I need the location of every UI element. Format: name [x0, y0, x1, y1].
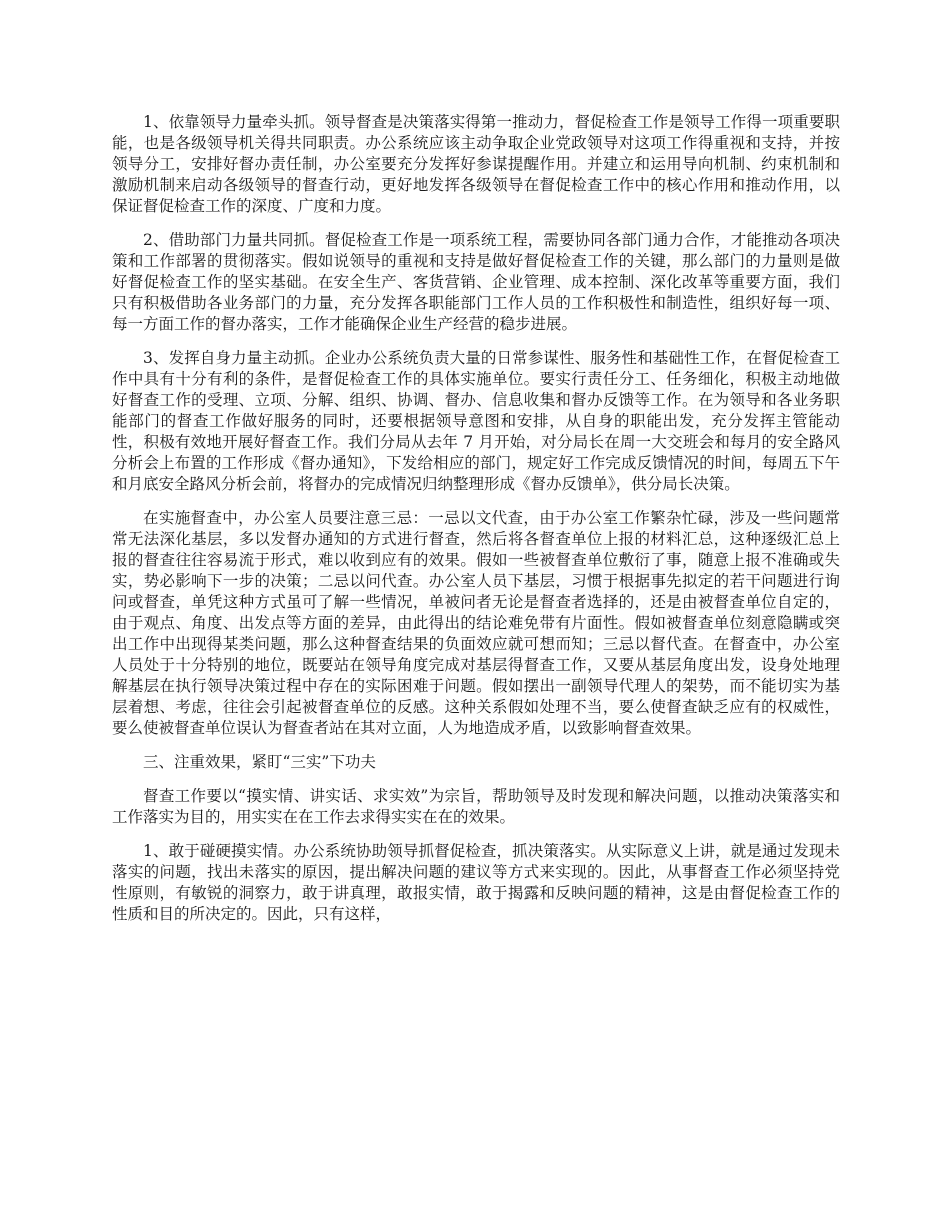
paragraph-leader-responsibility: 1、依靠领导力量牵头抓。领导督查是决策落实得第一推动力，督促检查工作是领导工作得一项重要职能，也是各级领导机关得共同职责。办公系统应该主动争取企业党政领导对这项工作得重视和支持，并按领导分工，安排好督办责任制，办公室要充分发挥好参谋提醒作用。并建立和运用导向机制、约束机制和激励机制来启动各级领导的督查行动，更好地发挥各级领导在督促检查工作中的核心作用和推动作用，以保证督促检查工作的深度、广度和力度。: [112, 113, 840, 215]
paragraph-department-cooperation: 2、借助部门力量共同抓。督促检查工作是一项系统工程，需要协同各部门通力合作，才能推动各项决策和工作部署的贯彻落实。假如说领导的重视和支持是做好督促检查工作的关键，那么部门的力量则是做好督促检查工作的坚实基础。在安全生产、客货营销、企业管理、成本控制、深化改革等重要方面，我们只有积极借助各业务部门的力量，充分发挥各职能部门工作人员的工作积极性和制造性，组织好每一项、每一方面工作的督办落实，工作才能确保企业生产经营的稳步进展。: [112, 231, 840, 333]
paragraph-self-initiative: 3、发挥自身力量主动抓。企业办公系统负责大量的日常参谋性、服务性和基础性工作，在督促检查工作中具有十分有利的条件，是督促检查工作的具体实施单位。要实行责任分工、任务细化，积极主动地做好督查工作的受理、立项、分解、组织、协调、督办、信息收集和督办反馈等工作。在为领导和各业务职能部门的督查工作做好服务的同时，还要根据领导意图和安排，从自身的职能出发，充分发挥主管能动性，积极有效地开展好督查工作。我们分局从去年 7 月开始，对分局长在周一大交班会和每月的安全路风分析会上布置的工作形成《督办通知》，下发给相应的部门，规定好工作完成反馈情况的时间，每周五下午和月底安全路风分析会前，将督办的完成情况归纳整理形成《督办反馈单》，供分局长决策。: [112, 349, 840, 493]
section-heading-effectiveness: 三、注重效果，紧盯“三实”下功夫: [143, 753, 376, 771]
paragraph-inspection-purpose: 督查工作要以“摸实情、讲实话、求实效”为宗旨，帮助领导及时发现和解决问题，以推动决策落实和工作落实为目的，用实实在在工作去求得实实在在的效果。: [112, 787, 840, 826]
paragraph-three-taboos: 在实施督查中，办公室人员要注意三忌：一忌以文代查，由于办公室工作繁杂忙碌，涉及一些问题常常无法深化基层，多以发督办通知的方式进行督查，然后将各督查单位上报的材料汇总，这种逐级汇总上报的督查往往容易流于形式，难以收到应有的效果。假如一些被督查单位敷衍了事，随意上报不准确或失实，势必影响下一步的决策；二忌以问代查。办公室人员下基层，习惯于根据事先拟定的若干问题进行询问或督查，单凭这种方式虽可了解一些情况，单被问者无论是督查者选择的，还是由被督查单位自定的，由于观点、角度、出发点等方面的差异，由此得出的结论难免带有片面性。假如被督查单位刻意隐瞒或突出工作中出现得某类问题，那么这种督查结果的负面效应就可想而知；三忌以督代查。在督查中，办公室人员处于十分特别的地位，既要站在领导角度完成对基层得督查工作，又要从基层角度出发，设身处地理解基层在执行领导决策过程中存在的实际困难于问题。假如摆出一副领导代理人的架势，而不能切实为基层着想、考虑，往往会引起被督查单位的反感。这种关系假如处理不当，要么使督查缺乏应有的权威性，要么使被督查单位误认为督查者站在其对立面，人为地造成矛盾，以致影响督查效果。: [112, 509, 840, 737]
document-page: [112, 112, 840, 938]
paragraph-seek-facts: 1、敢于碰硬摸实情。办公系统协助领导抓督促检查，抓决策落实。从实际意义上讲，就是通过发现未落实的问题，找出未落实的原因，提出解决问题的建议等方式来实现的。因此，从事督查工作必须坚持党性原则，有敏锐的洞察力，敢于讲真理，敢报实情，敢于揭露和反映问题的精神，这是由督促检查工作的性质和目的所决定的。因此，只有这样，: [112, 842, 840, 923]
